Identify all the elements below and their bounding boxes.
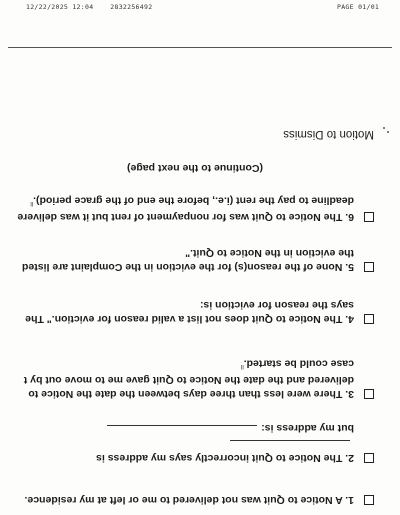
checkbox-item-3[interactable]	[364, 389, 374, 399]
checkbox-item-4[interactable]	[364, 315, 374, 325]
scan-top-rule	[8, 47, 392, 48]
continue-note: (Continue to the next page)	[127, 162, 263, 174]
document-title: Motion to Dismiss	[283, 128, 374, 140]
checkbox-item-6[interactable]	[364, 213, 374, 223]
address-blank[interactable]	[230, 440, 350, 451]
checklist-item-5: 5. None of the reason(s) for the eviction in the Complaint are listed the eviction in the Notice to Quit."	[10, 247, 380, 275]
fax-datetime: 12/22/2025 12:04 2832256492	[26, 3, 153, 11]
checkbox-item-1[interactable]	[364, 495, 374, 505]
checklist-item-2: 2. The Notice to Quit incorrectly says my address is but my address is:	[10, 421, 380, 465]
upside-down-page	[0, 52, 400, 515]
checklist	[10, 128, 380, 507]
fax-page-number: PAGE 01/01	[337, 3, 380, 11]
checklist-item-1: 1. A Notice to Quit was not delivered to me or left at my residence.	[10, 493, 380, 507]
actual-address-blank[interactable]	[107, 425, 257, 436]
checklist-item-3: 3. There were less than three days between the date the Notice to delivered and the date the Notice to Quit gave me to move out by t case could be started.$^{ll}$	[10, 357, 380, 402]
checklist-item-6: 6. The Notice to Quit was for nonpayment of rent but it was delivere deadline to pay the rent (i.e., before the end of the grace period).$^{ll}$	[10, 194, 380, 225]
fax-header	[0, 2, 400, 14]
checkbox-item-5[interactable]	[364, 263, 374, 273]
checklist-item-4: 4. The Notice to Quit does not list a valid reason for eviction." The says the reason for eviction is:	[10, 299, 380, 327]
checkbox-item-2[interactable]	[364, 453, 374, 463]
